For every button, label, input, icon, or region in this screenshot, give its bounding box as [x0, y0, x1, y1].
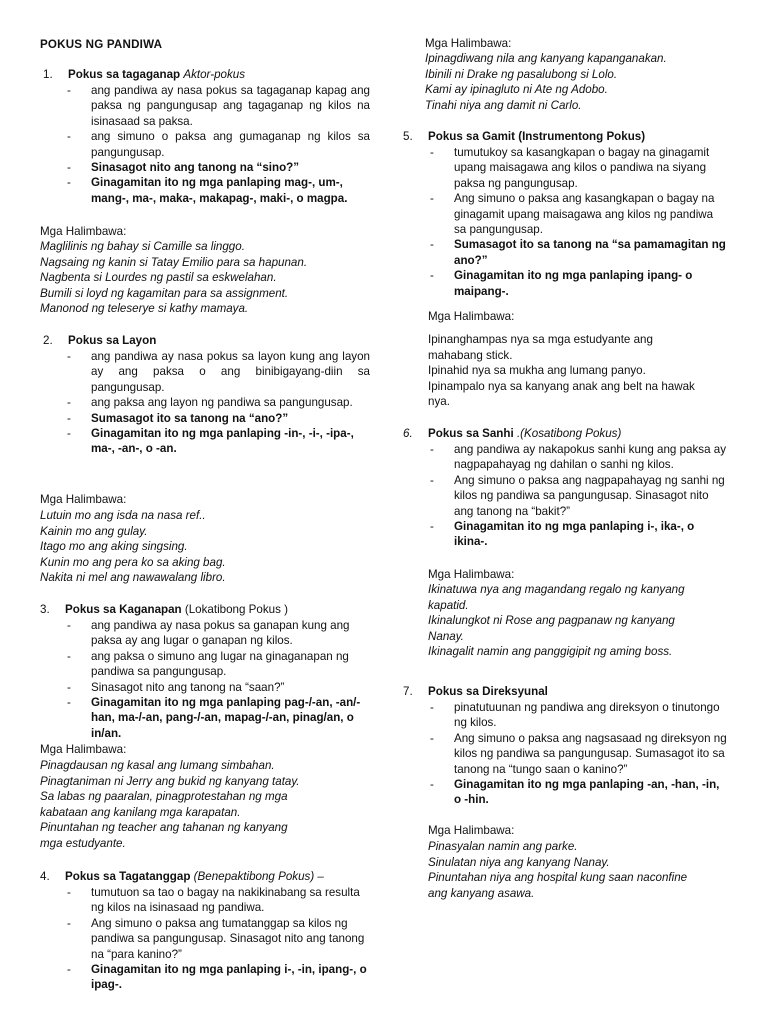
section-3-heading	[40, 602, 370, 618]
bullet-text: ang paksa ang layon ng pandiwa sa pangungusap.	[91, 396, 353, 410]
section-title: Pokus sa tagaganap	[68, 68, 181, 81]
section-4	[40, 869, 370, 993]
bullet-item: - tumutuon sa tao o bagay na nakikinabang sa resulta ng kilos na isinasaad ng pandiwa.	[40, 885, 370, 916]
example-sentence: Ipinanghampas nya sa mga estudyante ang mahabang stick.	[428, 333, 653, 362]
bullet-item: - ang paksa ang layon ng pandiwa sa pangungusap.	[40, 395, 370, 410]
bullet-text: ang pandiwa ay nasa pokus sa layon kung ang layon ay ang paksa o ang binibigayang-diin sa pangungusap.	[91, 350, 370, 394]
bullet-item: - ang pandiwa ay nasa pokus sa layon kung ang layon ay ang paksa o ang binibigayang-diin sa pangungusap.	[67, 350, 370, 394]
bullet-text: Ginagamitan ito ng mga panlaping i-, -in, ipang-, o ipag-.	[91, 963, 367, 992]
bullet-item: - Ang simuno o paksa ang nagpapahayag ng sanhi ng kilos ng pandiwa sa pangungusap. Sinasagot nito ang tanong na “bakit?”	[403, 473, 728, 519]
example-sentence: Pinuntahan ng teacher ang tahanan ng kanyang	[40, 821, 288, 835]
example-sentence: Pinuntahan niya ang hospital kung saan naconfine	[428, 871, 688, 885]
bullet-item: - Sumasagot ito sa tanong na “sa pamamagitan ng ano?”	[403, 237, 728, 268]
example-sentence: Kainin mo ang gulay.	[40, 524, 148, 538]
bullet-item: - Ang simuno o paksa ang tumatanggap sa kilos ng pandiwa sa pangungusap. Sinasagot nito ang tanong na “para kanino?”	[40, 916, 370, 962]
examples-label: Mga Halimbawa:	[40, 493, 127, 506]
bullet-text: ang pandiwa ay nasa pokus sa ganapan kung ang paksa ay ang lugar o ganapan ng kilos.	[91, 619, 350, 648]
example-sentence: Pinagdausan ng kasal ang lumang simbahan.	[40, 759, 275, 772]
examples-label: Mga Halimbawa:	[425, 37, 512, 50]
section-title: Pokus sa Tagatanggap	[65, 870, 191, 883]
section-number: 1.	[43, 68, 53, 81]
document-title: POKUS NG PANDIWA	[40, 38, 163, 51]
bullet-text: Sumasagot ito sa tanong na “sa pamamagitan ng ano?”	[454, 238, 726, 267]
examples-label: Mga Halimbawa:	[40, 225, 127, 238]
example-sentence: Ikinagalit namin ang panggigipit ng aming boss.	[428, 645, 673, 659]
bullet-item: - ang pandiwa ay nakapokus sanhi kung ang paksa ay nagpapahayag ng dahilan o sanhi ng kilos.	[430, 443, 727, 472]
section-7-heading	[403, 684, 728, 700]
examples-label: Mga Halimbawa:	[428, 824, 515, 837]
section-number: 6.	[403, 427, 413, 440]
example-sentence: Nagsaing ng kanin si Tatay Emilio para sa hapunan.	[40, 255, 308, 269]
examples-list-7	[428, 839, 728, 901]
example-sentence: Ipinagdiwang nila ang kanyang kapanganakan.	[425, 52, 667, 65]
example-sentence: ang kanyang asawa.	[428, 886, 535, 900]
bullet-text: pinatutuunan ng pandiwa ang direksyon o tinutongo ng kilos.	[454, 701, 720, 730]
bullet-text: Ginagamitan ito ng mga panlaping pag-/-an, -an/-han, ma-/-an, pang-/-an, mapag-/-an, pinag/an, o in/an.	[91, 696, 361, 740]
example-sentence: Maglilinis ng bahay si Camille sa linggo.	[40, 240, 245, 253]
bullet-text: tumutukoy sa kasangkapan o bagay na ginagamit upang maisagawa ang kilos o pandiwa na siyang paksa ng pangungusap.	[454, 146, 710, 190]
example-sentence: Ikinatuwa nya ang magandang regalo ng kanyang	[428, 583, 685, 596]
bullet-item: - ang paksa o simuno ang lugar na ginaganapan ng pandiwa sa pangungusap.	[40, 649, 370, 680]
examples-list-3	[40, 758, 370, 852]
section-number: 3.	[40, 603, 50, 616]
example-sentence: Ibinili ni Drake ng pasalubong si Lolo.	[425, 67, 618, 81]
bullet-text: Sumasagot ito sa tanong na “ano?”	[91, 411, 289, 425]
bullet-item: - Ginagamitan ito ng mga panlaping -in-, -i-, -ipa-, ma-, -an-, o -an.	[40, 426, 370, 457]
bullet-text: Ang simuno o paksa ang nagpapahayag ng sanhi ng kilos ng pandiwa sa pangungusap. Sinasagot nito ang tanong na “bakit?”	[454, 473, 725, 518]
bullet-text: Ginagamitan ito ng mga panlaping ipang- o maipang-.	[454, 269, 693, 298]
section-5	[403, 129, 728, 299]
example-sentence: mga estudyante.	[40, 836, 126, 850]
section-6	[403, 426, 728, 550]
bullet-text: Ang simuno o paksa ang kasangkapan o bagay na ginagamit upang maisagawa ang kilos ng pandiwa sa pangungusap.	[454, 192, 715, 237]
example-sentence: Ikinalungkot ni Rose ang pagpanaw ng kanyang	[428, 614, 675, 628]
bullet-item: - Ang simuno o paksa ang nagsasaad ng direksyon ng kilos ng pandiwa sa pangungusap. Sumasagot ito sa tanong na “tungo saan o kanino?”	[430, 731, 727, 776]
bullet-item: - Ginagamitan ito ng mga panlaping ipang- o maipang-.	[403, 268, 728, 299]
bullet-text: Ginagamitan ito ng mga panlaping i-, ika-, o ikina-.	[454, 520, 695, 549]
bullet-item: - Sumasagot ito sa tanong na “ano?”	[40, 411, 370, 426]
section-7	[403, 684, 728, 808]
examples-label: Mga Halimbawa:	[428, 310, 515, 323]
bullet-item: - Ginagamitan ito ng mga panlaping -an, -han, -in, o -hin.	[403, 777, 728, 808]
section-1-heading	[40, 67, 370, 83]
bullet-text: ang simuno o paksa ang gumaganap ng kilos sa pangungusap.	[91, 130, 370, 159]
examples-list-5	[428, 332, 703, 410]
bullet-item: - Ginagamitan ito ng mga panlaping i-, -in, ipang-, o ipag-.	[40, 962, 370, 993]
section-number: 2.	[43, 334, 53, 347]
section-number: 5.	[403, 130, 413, 143]
example-sentence: Tinahi niya ang damit ni Carlo.	[425, 98, 582, 112]
section-title: Pokus sa Direksyunal	[428, 685, 548, 698]
section-subtitle: .(Kosatibong Pokus)	[516, 427, 622, 440]
section-title: Pokus sa Layon	[68, 334, 157, 347]
bullet-item: - ang pandiwa ay nasa pokus sa tagaganap kapag ang paksa ng pangungusap ang tagaganap ng kilos na isinasaad sa paksa.	[67, 84, 370, 128]
example-sentence: Nagbenta si Lourdes ng pastil sa eskwelahan.	[40, 271, 277, 285]
bullet-text: ang pandiwa ay nasa pokus sa tagaganap kapag ang paksa ng pangungusap ang tagaganap ng kilos na isinasaad sa paksa.	[91, 84, 370, 128]
bullet-item: - ang pandiwa ay nasa pokus sa ganapan kung ang paksa ay ang lugar o ganapan ng kilos.	[40, 618, 370, 649]
bullet-item: - Sinasagot nito ang tanong na “saan?”	[40, 680, 370, 695]
bullet-item: - Sinasagot nito ang tanong na “sino?”	[40, 160, 370, 175]
bullet-text: Ang simuno o paksa ang nagsasaad ng direksyon ng kilos ng pandiwa sa pangungusap. Sumasagot ito sa tanong na “tungo saan o kanino?”	[454, 731, 727, 776]
section-6-heading	[403, 426, 728, 442]
example-sentence: Nakita ni mel ang nawawalang libro.	[40, 571, 226, 585]
examples-list-1	[40, 239, 370, 317]
examples-list-2	[40, 508, 370, 586]
example-sentence: Sa labas ng paaralan, pinagprotestahan ng mga	[40, 790, 288, 804]
example-sentence: Bumili si loyd ng kagamitan para sa assignment.	[40, 286, 289, 300]
bullet-item: - tumutukoy sa kasangkapan o bagay na ginagamit upang maisagawa ang kilos o pandiwa na siyang paksa ng pangungusap.	[403, 145, 728, 191]
section-4-heading	[40, 869, 370, 885]
bullet-text: ang paksa o simuno ang lugar na ginaganapan ng pandiwa sa pangungusap.	[91, 649, 349, 679]
bullet-text: Ang simuno o paksa ang tumatanggap sa kilos ng pandiwa sa pangungusap. Sinasagot nito ang tanong na “para kanino?”	[91, 916, 365, 961]
example-sentence: Nanay.	[428, 629, 464, 643]
section-subtitle: Aktor-pokus	[183, 68, 246, 81]
section-number: 7.	[403, 685, 413, 698]
section-1	[40, 67, 370, 206]
section-subtitle: (Lokatibong Pokus )	[184, 603, 288, 616]
section-title: Pokus sa Sanhi	[428, 427, 514, 440]
examples-label: Mga Halimbawa:	[40, 743, 127, 756]
bullet-item: - Ginagamitan ito ng mga panlaping i-, ika-, o ikina-.	[403, 519, 728, 550]
example-sentence: Kunin mo ang pera ko sa aking bag.	[40, 555, 226, 569]
example-sentence: kabataan ang kanilang mga karapatan.	[40, 805, 241, 819]
bullet-text: Ginagamitan ito ng mga panlaping -an, -han, -in, o -hin.	[454, 778, 720, 807]
section-3	[40, 602, 370, 741]
examples-list-6	[428, 582, 728, 660]
example-sentence: Ipinahid nya sa mukha ang lumang panyo.	[428, 364, 646, 378]
bullet-item: - Ginagamitan ito ng mga panlaping pag-/-an, -an/-han, ma-/-an, pang-/-an, mapag-/-an, pinag/an, o in/an.	[40, 695, 370, 741]
section-subtitle: (Benepaktibong Pokus) –	[193, 870, 324, 883]
bullet-text: Sinasagot nito ang tanong na “saan?”	[91, 680, 285, 694]
bullet-item: - ang simuno o paksa ang gumaganap ng kilos sa pangungusap.	[67, 130, 370, 159]
bullet-text: Ginagamitan ito ng mga panlaping mag-, um-, mang-, ma-, maka-, makapag-, maki-, o magpa.	[91, 176, 348, 205]
examples-label: Mga Halimbawa:	[428, 568, 515, 581]
section-5-heading	[403, 129, 728, 145]
section-number: 4.	[40, 870, 50, 883]
example-sentence: Kami ay ipinagluto ni Ate ng Adobo.	[425, 83, 608, 97]
section-2	[40, 333, 370, 457]
bullet-text: Sinasagot nito ang tanong na “sino?”	[91, 161, 300, 175]
example-sentence: Lutuin mo ang isda na nasa ref..	[40, 509, 206, 522]
bullet-item: - Ang simuno o paksa ang kasangkapan o bagay na ginagamit upang maisagawa ang kilos ng pandiwa sa pangungusap.	[403, 191, 728, 237]
section-2-heading	[40, 333, 370, 349]
example-sentence: Pinasyalan namin ang parke.	[428, 840, 578, 853]
bullet-text: ang pandiwa ay nakapokus sanhi kung ang paksa ay nagpapahayag ng dahilan o sanhi ng kilos.	[454, 443, 727, 472]
example-sentence: Sinulatan niya ang kanyang Nanay.	[428, 855, 610, 869]
example-sentence: Pinagtaniman ni Jerry ang bukid ng kanyang tatay.	[40, 774, 300, 788]
example-sentence: Ipinampalo nya sa kanyang anak ang belt na hawak nya.	[428, 379, 695, 409]
bullet-text: Ginagamitan ito ng mga panlaping -in-, -i-, -ipa-, ma-, -an-, o -an.	[91, 427, 354, 456]
section-title: Pokus sa Gamit (Instrumentong Pokus)	[428, 130, 646, 143]
example-sentence: Manonod ng teleserye si kathy mamaya.	[40, 302, 249, 316]
bullet-item: - Ginagamitan ito ng mga panlaping mag-, um-, mang-, ma-, maka-, makapag-, maki-, o magpa.	[40, 175, 370, 206]
bullet-item: - pinatutuunan ng pandiwa ang direksyon o tinutongo ng kilos.	[403, 700, 728, 731]
example-sentence: kapatid.	[428, 598, 469, 612]
examples-list-4	[425, 51, 750, 113]
section-title: Pokus sa Kaganapan	[65, 603, 182, 616]
bullet-text: tumutuon sa tao o bagay na nakikinabang sa resulta ng kilos na isinasaad ng pandiwa.	[91, 886, 360, 915]
example-sentence: Itago mo ang aking singsing.	[40, 540, 188, 554]
